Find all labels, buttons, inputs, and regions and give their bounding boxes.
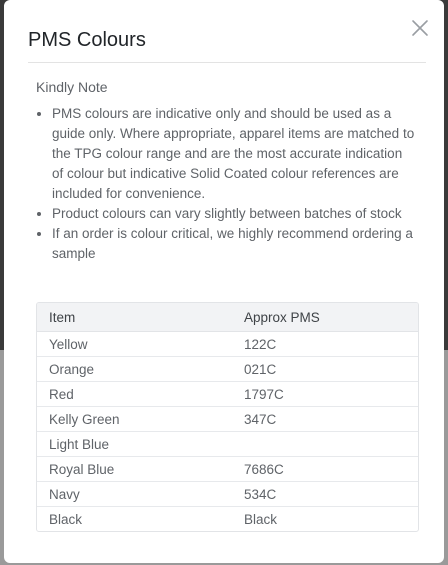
item-cell: Kelly Green [37, 407, 232, 432]
table-row [37, 457, 418, 482]
table-row [37, 332, 418, 357]
item-cell: Light Blue [37, 432, 232, 457]
pms-cell: 122C [232, 332, 418, 357]
close-button[interactable] [410, 18, 430, 38]
modal-title: PMS Colours [28, 29, 146, 51]
table-row [37, 357, 418, 382]
pms-colours-modal [4, 0, 444, 563]
pms-cell: 021C [232, 357, 418, 382]
item-cell: Black [49, 511, 83, 527]
modal-body [36, 78, 416, 264]
notes-list [36, 104, 416, 264]
note-item: • Product colours can vary slightly between batches of stock [52, 204, 416, 224]
item-cell: Royal Blue [37, 457, 232, 482]
item-cell: Orange [37, 357, 232, 382]
close-icon [410, 18, 430, 38]
column-header-approx-pms: Approx PMS [232, 303, 418, 332]
table-row [37, 482, 418, 507]
table-row [37, 507, 418, 532]
pms-table-container [36, 302, 419, 532]
pms-cell: Black [244, 511, 278, 527]
table-row [37, 407, 418, 432]
item-cell: Red [37, 382, 232, 407]
pms-cell: 347C [232, 407, 418, 432]
pms-cell [232, 432, 418, 457]
pms-cell: 534C [232, 482, 418, 507]
item-cell: Yellow [37, 332, 232, 357]
pms-table [37, 303, 418, 531]
note-item: • PMS colours are indicative only and should be used as a guide only. Where appropriate, apparel items are matched to the TPG colour range and are the most accurate indication of colour but indicative Solid Coated colour references are included for convenience. [52, 104, 416, 204]
table-row [37, 382, 418, 407]
note-title: Kindly Note [36, 79, 108, 95]
table-row [37, 432, 418, 457]
item-cell: Navy [37, 482, 232, 507]
pms-cell: 7686C [232, 457, 418, 482]
modal-header [28, 28, 426, 63]
pms-cell: 1797C [232, 382, 418, 407]
column-header-item: Item [37, 303, 232, 332]
table-header-row [37, 303, 418, 332]
note-item: • If an order is colour critical, we highly recommend ordering a sample [52, 224, 416, 264]
